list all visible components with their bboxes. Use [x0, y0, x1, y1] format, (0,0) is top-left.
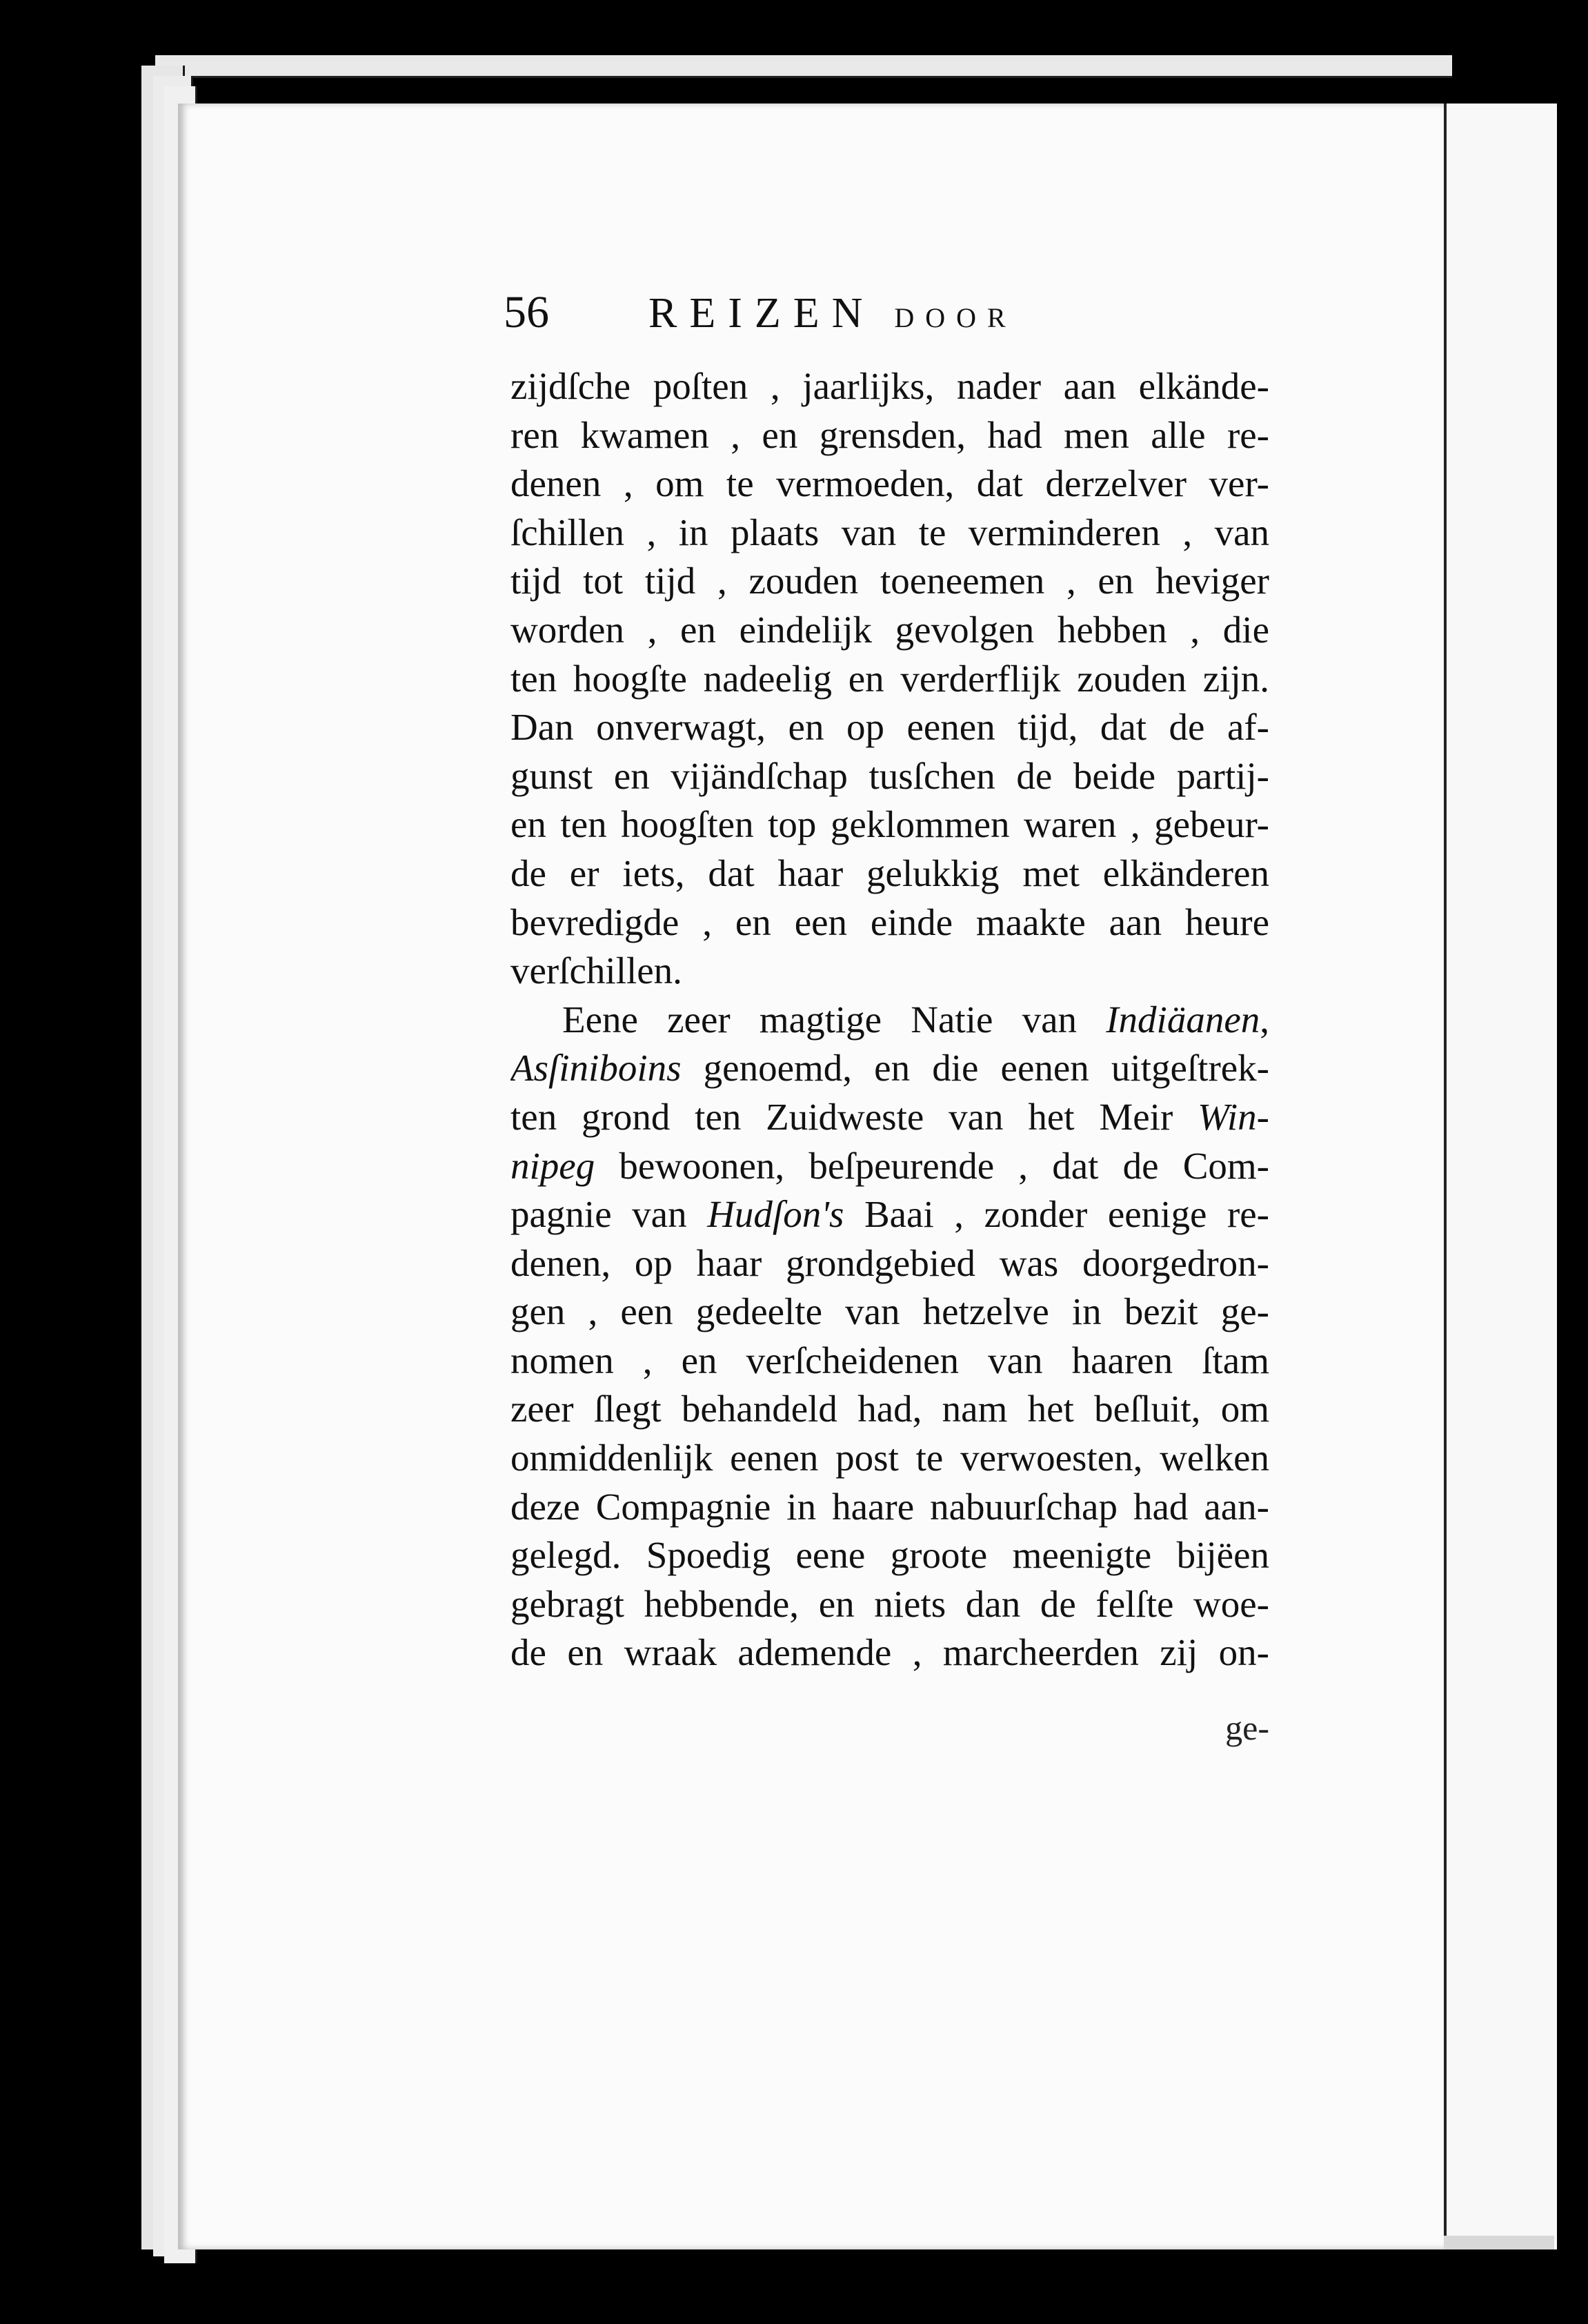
text-segment: ten grond ten Zuidweste van het Meir — [510, 1095, 1198, 1138]
text-segment: , — [1260, 998, 1269, 1041]
text-segment: gelegd. Spoedig eene groote meenigte bijëen — [510, 1534, 1269, 1577]
text-line — [510, 1483, 1269, 1532]
text-segment: bewoonen, beſpeurende , dat de Com- — [595, 1144, 1269, 1187]
text-line: Dan onverwagt, en op eenen tijd, dat de af- — [510, 706, 1269, 749]
text-line — [510, 1142, 1269, 1191]
page-number: 56 — [504, 287, 549, 337]
text-line: tijd tot tijd , zouden toeneemen , en heviger — [510, 560, 1269, 602]
text-line: ten hoogſte nadeelig en verderflijk zouden zijn. — [510, 657, 1269, 700]
text-line — [510, 1093, 1269, 1142]
text-segment: Eene zeer magtige Natie van — [562, 998, 1106, 1041]
facing-page-margin — [1444, 104, 1557, 2249]
text-line — [510, 1531, 1269, 1580]
italic-name: Asſiniboins — [510, 1047, 682, 1090]
text-segment: deze Compagnie in haare nabuurſchap had aan- — [510, 1485, 1269, 1528]
text-segment: denen, op haar grondgebied was doorgedron- — [510, 1241, 1269, 1284]
text-line — [510, 1288, 1269, 1337]
text-line: gunst en vijändſchap tusſchen de beide partij- — [510, 754, 1269, 797]
italic-name: Indiäanen — [1106, 998, 1260, 1041]
text-line — [510, 1190, 1269, 1239]
text-segment: zeer ſlegt behandeld had, nam het beſluit, om — [510, 1388, 1269, 1430]
text-line: denen , om te vermoeden, dat derzelver ver- — [510, 462, 1269, 505]
page-top-edge — [155, 55, 1452, 78]
text-line: verſchillen. — [510, 949, 682, 992]
text-line: ren kwamen , en grensden, had men alle re- — [510, 413, 1269, 456]
text-segment: gebragt hebbende, en niets dan de felſte woe- — [510, 1582, 1269, 1625]
text-line: bevredigde , en een einde maakte aan heure — [510, 900, 1269, 943]
text-line: worden , en eindelijk gevolgen hebben , die — [510, 608, 1269, 651]
text-segment: de en wraak ademende , marcheerden zij on- — [510, 1631, 1269, 1674]
page-header — [504, 286, 1297, 342]
text-line — [510, 1337, 1269, 1386]
text-line — [510, 1434, 1269, 1483]
running-title: REIZEN — [648, 290, 875, 337]
text-segment: onmiddenlijk eenen post te verwoesten, welken — [510, 1437, 1269, 1479]
italic-name: Hudſon's — [707, 1193, 844, 1236]
text-line: de er iets, dat haar gelukkig met elkänderen — [510, 851, 1269, 894]
body-text — [510, 362, 1269, 1677]
text-line — [510, 1044, 1269, 1093]
text-line: ſchillen , in plaats van te verminderen , van — [510, 511, 1269, 553]
text-line — [510, 1385, 1269, 1434]
catchword: ge- — [1225, 1708, 1269, 1747]
running-title-small: DOOR — [894, 302, 1017, 333]
text-line — [510, 996, 1269, 1045]
text-segment: nomen , en verſcheidenen van haaren ſtam — [510, 1339, 1269, 1381]
text-segment: pagnie van — [510, 1193, 708, 1236]
text-segment: genoemd, en die eenen uitgeſtrek- — [681, 1047, 1269, 1090]
text-line: zijdſche poſten , jaarlijks, nader aan elkände- — [510, 365, 1269, 407]
italic-name: nipeg — [510, 1144, 595, 1187]
text-line — [510, 1239, 1269, 1288]
text-line: en ten hoogſten top geklommen waren , gebeur- — [510, 803, 1269, 846]
text-segment: Baai , zonder eenige re- — [844, 1193, 1269, 1236]
text-line — [510, 1628, 1269, 1677]
italic-name: Win- — [1198, 1095, 1269, 1138]
text-segment: gen , een gedeelte van hetzelve in bezit ge- — [510, 1290, 1269, 1333]
text-line — [510, 1580, 1269, 1629]
